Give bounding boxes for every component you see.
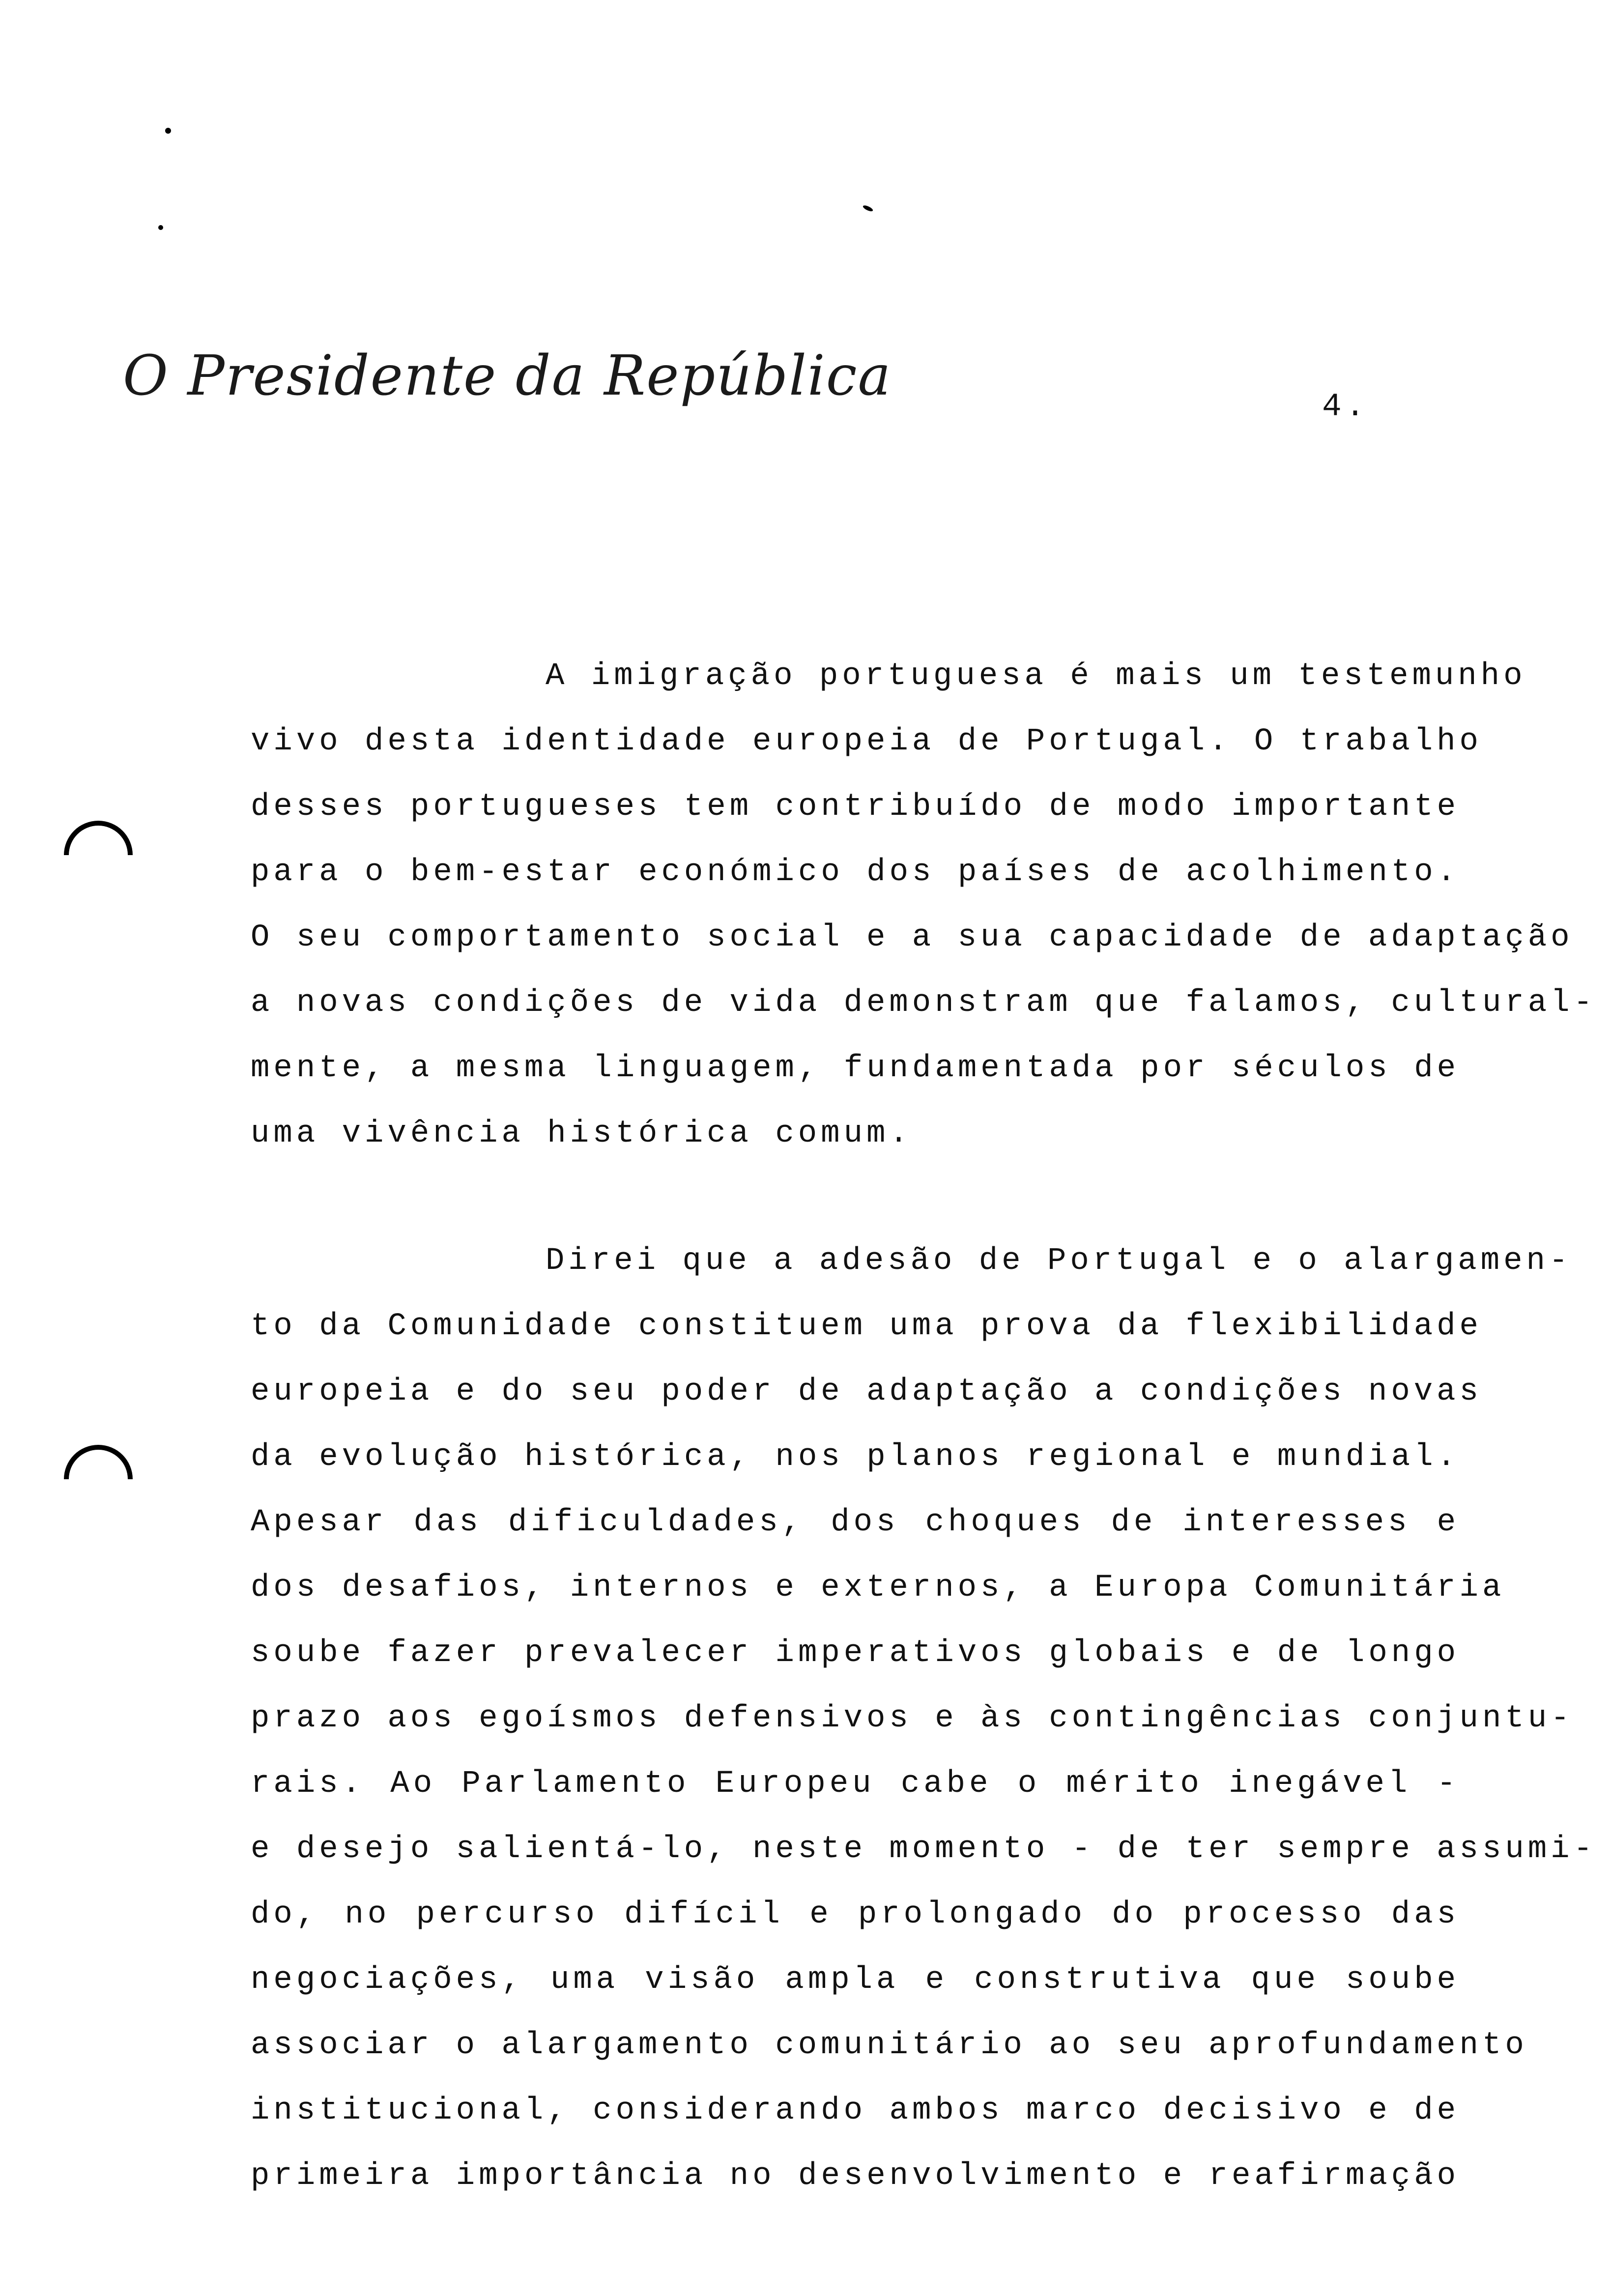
text-line: do, no percurso difícil e prolongado do processo das <box>251 1897 1460 1932</box>
body-paragraph-1 <box>251 644 1596 1167</box>
text-line: mente, a mesma linguagem, fundamentada por séculos de <box>251 1051 1460 1086</box>
text-line: da evolução histórica, nos planos regional e mundial. <box>251 1439 1460 1475</box>
text-line: desses portugueses tem contribuído de modo importante <box>251 789 1460 825</box>
text-line: Apesar das dificuldades, dos choques de interesses e <box>251 1505 1460 1540</box>
text-line: uma vivência histórica comum. <box>251 1116 912 1151</box>
text-line: O seu comportamento social e a sua capacidade de adaptação <box>251 920 1574 955</box>
text-line: negociações, uma visão ampla e construtiva que soube <box>251 1962 1460 1998</box>
page-number: 4. <box>1322 388 1369 425</box>
text-line: to da Comunidade constituem uma prova da flexibilidade <box>251 1309 1482 1344</box>
text-line: institucional, considerando ambos marco decisivo e de <box>251 2093 1460 2128</box>
text-line: Direi que a adesão de Portugal e o alargamen- <box>546 1243 1572 1279</box>
scan-speck <box>165 128 171 134</box>
letterhead: O Presidente da República <box>123 344 892 408</box>
text-line: soube fazer prevalecer imperativos globais e de longo <box>251 1636 1460 1671</box>
text-line: rais. Ao Parlamento Europeu cabe o mérito inegável - <box>251 1766 1460 1802</box>
text-line: europeia e do seu poder de adaptação a condições novas <box>251 1374 1482 1409</box>
text-line: a novas condições de vida demonstram que falamos, cultural- <box>251 985 1596 1021</box>
text-line: prazo aos egoísmos defensivos e às contingências conjuntu- <box>251 1701 1574 1736</box>
text-line: vivo desta identidade europeia de Portugal. O trabalho <box>251 724 1482 759</box>
text-line: associar o alargamento comunitário ao seu aprofundamento <box>251 2028 1528 2063</box>
text-line: para o bem-estar económico dos países de acolhimento. <box>251 855 1460 890</box>
text-line: e desejo salientá-lo, neste momento - de ter sempre assumi- <box>251 1832 1596 1867</box>
body-paragraph-2 <box>251 1229 1596 2209</box>
text-line: A imigração portuguesa é mais um testemunho <box>546 659 1526 694</box>
scan-speck <box>862 204 873 213</box>
punch-hole-mark <box>64 1445 133 1479</box>
punch-hole-mark <box>64 821 133 855</box>
text-line: dos desafios, internos e externos, a Europa Comunitária <box>251 1570 1505 1606</box>
scan-speck <box>158 225 163 230</box>
text-line: primeira importância no desenvolvimento e reafirmação <box>251 2158 1460 2194</box>
